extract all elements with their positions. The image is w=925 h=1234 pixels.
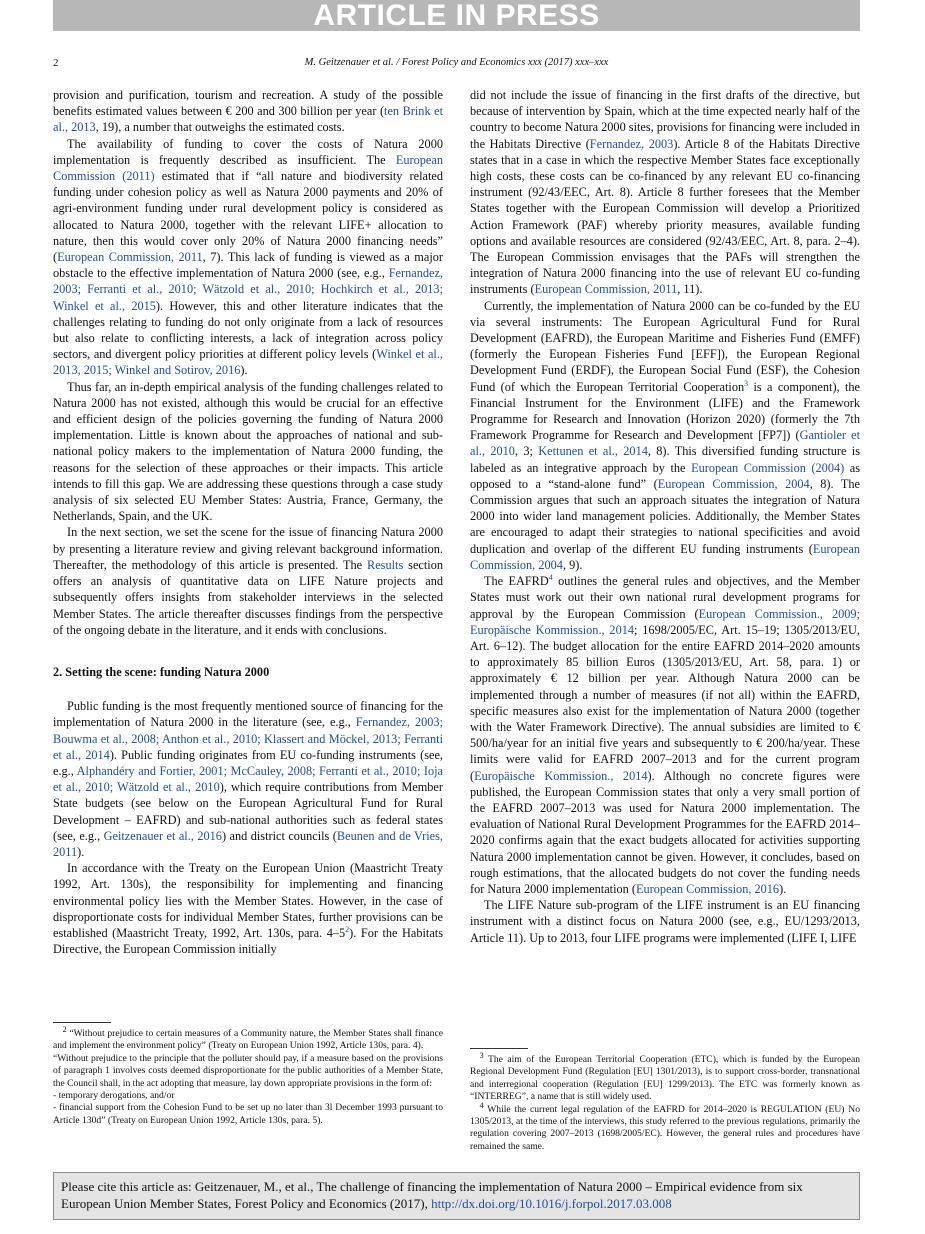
text: ). Although no concrete figures were published, the European Commission states that only a very small portion of the EAFRD 2007–2013 was used for Natura 2000 implementation. The evaluation of National Rural Development Programmes for the EAFRD 2014–2020 confirms again that the exact budgets allocated for activities supporting Natura 2000 implementation cannot be given. However, it concludes, based on rough estimations, that the allocated budgets do not cover the funding needs for Natura 2000 implementation ( <box>470 768 860 896</box>
text: section offers an analysis of quantitative data on LIFE Nature projects and subsequently offers insights from stakeholder interviews in the selected Member States. The article thereafter discusses findings from the perspective of the ongoing debate in the literature, and it ends with conclusions. <box>53 557 443 637</box>
footnote: - financial support from the Cohesion Fund to be set up no later than 3l December 1993 pursuant to Article 130d” (Treaty on European Union 1992, Article 130s, para. 5). <box>53 1102 443 1126</box>
text: ). <box>779 881 787 896</box>
text: In the next section, we set the scene for the issue of financing Natura 2000 by presenting a literature review and giving relevant background information. Thereafter, the methodology of this article is presented. The <box>53 525 443 572</box>
text: , 3; <box>514 444 539 459</box>
doi-link[interactable]: http://dx.doi.org/10.1016/j.forpol.2017.03.008 <box>431 1195 672 1211</box>
citation-link[interactable]: Alphandéry and Fortier, 2001; McCauley, 2008; Ferranti et al., 2010; Ioja et al., 2010; Wätzold et al., 2010 <box>53 763 443 795</box>
text: estimated that if “all nature and biodiversity related funding under cohesion policy as well as Natura 2000 payments and 20% of agri-environment funding under rural development policy is considered as allocated to Natura 2000, together with the relevant LIFE+ allocation to nature, then this would cover only 20% of Natura 2000 financing needs” ( <box>53 169 443 265</box>
text: , 19), a number that outweighs the estimated costs. <box>95 120 345 135</box>
footnote-link[interactable]: 2 <box>345 924 350 934</box>
paragraph: The LIFE Nature sub-program of the LIFE instrument is an EU financing instrument with a distinct focus on Natura 2000 (see, e.g., EU/1293/2013, Article 11). Up to 2013, four LIFE programs were implemented (LIFE I, LIFE <box>470 898 860 945</box>
running-head: M. Geitzenauer et al. / Forest Policy and Economics xxx (2017) xxx–xxx <box>304 57 609 68</box>
text: ). <box>77 844 85 859</box>
citation-link[interactable]: Geitzenauer et al., 2016 <box>103 828 222 843</box>
footnote-number: 4 <box>479 1100 484 1110</box>
paragraph <box>470 298 860 573</box>
text: ). However, this and other literature indicates that the challenges relating to funding do not only originate from a lack of resources but also relate to conflicting interests, a lack of integration across policy sectors, and divergent policy priorities at different policy levels ( <box>53 298 443 362</box>
paragraph <box>53 136 443 379</box>
text: provision and purification, tourism and recreation. A study of the possible benefits estimated values between € 200 and 300 billion per year ( <box>53 88 443 119</box>
citation-link[interactable]: European Commission (2011) <box>53 152 443 184</box>
text: ). For the Habitats Directive, the European Commission initially <box>53 925 443 957</box>
footnote: “Without prejudice to the principle that the polluter should pay, if a measure based on the provisions of paragraph 1 involves costs deemed disproportionate for the public authorities of a Member State, the Council shall, in the act adopting that measure, lay down appropriate provisions in the form of: <box>53 1052 443 1089</box>
footnote-link[interactable]: 4 <box>548 573 553 582</box>
article-in-press-banner: ARTICLE IN PRESS <box>53 0 860 31</box>
right-column <box>470 87 860 946</box>
page-number: 2 <box>53 57 59 69</box>
footnote-rule <box>53 1022 111 1023</box>
text: outlines the general rules and objectives, and the Member States must work out their own national rural development programs for approval by the European Commission ( <box>470 574 860 621</box>
footnote <box>470 1050 860 1104</box>
text: as opposed to a “stand-alone fund” ( <box>470 460 860 491</box>
text: ). <box>240 363 248 378</box>
text: While the current legal regulation of the EAFRD for 2014–2020 is REGULATION (EU) No 1305/2013, at the time of the interviews, this study referred to the previous regulations, primarily the regulation covering 2007–2013 (1698/2005/EC). However, the general rules and procedures have remained the same. <box>470 1103 860 1152</box>
citation-link[interactable]: Beunen and de Vries, 2011 <box>53 828 443 859</box>
footnote-number: 3 <box>479 1050 484 1060</box>
text: “Without prejudice to certain measures of a Community nature, the Member States shall finance and implement the environment policy” (Treaty on European Union 1992, Article 130s, para. 4). <box>53 1028 443 1052</box>
text: Public funding is the most frequently mentioned source of financing for the implementation of Natura 2000 in the literature (see, e.g., <box>53 699 443 730</box>
text: ), which require contributions from Member State budgets (see below on the European Agricultural Fund for Rural Development – EAFRD) and sub-national authorities such as federal states (see, e.g., <box>53 780 443 843</box>
citation-link[interactable]: Gantioler et al., 2010 <box>470 428 861 459</box>
paragraph <box>53 860 443 957</box>
footnote: - temporary derogations, and/or <box>53 1090 175 1102</box>
paragraph <box>53 524 443 637</box>
text: , 7). This lack of funding is viewed as a major obstacle to the effective implementation of Natura 2000 (see, e.g., <box>53 250 443 281</box>
text: ; 1698/2005/EC, Art. 15–19; 1305/2013/EU, Art. 6–12). The budget allocation for the entire EAFRD 2014–2020 amounts to approximately 85 billion Euros (1305/2013/EU, Art. 58, para. 1) or approximately € 12 billion per year. Although Natura 2000 can be implemented through a number of measures (if not all) within the EAFRD, specific measures also exist for the implementation of Natura 2000 (together with the Water Framework Directive). The annual subsidies are limited to € 500/ha/year for an initial five years and subsequently to € 200/ha/year. These limits were valid for EAFRD 2007–2013 and for the current program ( <box>470 622 860 783</box>
text: ). Article 8 of the Habitats Directive states that in a case in which the respective Member States face exceptionally high costs, these costs can be co-financed by any relevant EU co-financing instrument (92/43/EEC, Art. 8). Article 8 further foresees that the Member States together with the European Commission will develop a Prioritized Action Framework (PAF) whereby priority measures, available funding options and available resources are considered (92/43/EEC, Art. 8, para. 2–4). The European Commission envisages that the PAFs will strengthen the integration of Natura 2000 financing into the use of relevant EU co-funding instruments ( <box>470 136 860 297</box>
paragraph: Thus far, an in-depth empirical analysis of the funding challenges related to Natura 2000 has not existed, although this would be crucial for an effective and efficient design of the policies governing the funding of Natura 2000 implementation. Little is known about the approaches of national and sub-national policy makers to the implementation of Natura 2000 funding, the reasons for the selection of these approaches or their impacts. This article intends to fill this gap. We are addressing these questions through a case study analysis of six selected EU Member States: Austria, France, Germany, the Netherlands, Spain, and the UK. <box>53 379 443 524</box>
text: Currently, the implementation of Natura 2000 can be co-funded by the EU via several instruments: The European Agricultural Fund for Rural Development (EAFRD), the European Maritime and Fisheries Fund (EMFF) (formerly the European Fisheries Fund [EFF]), the European Regional Development Fund (ERDF), the European Social Fund (ESF), the Cohesion Fund (of which the European Territorial Cooperation <box>470 298 860 394</box>
citation-link[interactable]: ten Brink et al., 2013 <box>53 104 443 135</box>
citation-link[interactable]: Kettunen et al., 2014 <box>538 444 648 459</box>
paragraph <box>470 87 860 298</box>
text: The EAFRD <box>484 574 549 589</box>
text: The availability of funding to cover the costs of Natura 2000 implementation is frequently described as insufficient. The <box>53 136 443 167</box>
citation-link[interactable]: European Commission, 2004 <box>657 476 810 491</box>
text: ). Public funding originates from EU co-funding instruments (see, e.g., <box>53 747 443 778</box>
footnotes-left <box>53 1022 443 1127</box>
citation-link[interactable]: European Commission, 2011 <box>534 282 678 297</box>
text: , 8). This diversified funding structure is labeled as an integrative approach by the <box>470 444 860 475</box>
left-column <box>53 87 443 957</box>
citation-link[interactable]: European Commission, 2016 <box>635 881 780 896</box>
text: is a component), the Financial Instrument for the Environment (LIFE) and the Framework Programme for Research and Innovation (Horizon 2020) (formerly the 7th Framework Programme for Research and Development [FP7]) ( <box>470 379 860 443</box>
citation-link[interactable]: European Commission., 2009; Europäische Kommission., 2014 <box>470 606 860 637</box>
footnote-number: 2 <box>62 1024 67 1034</box>
text: The aim of the European Territorial Cooperation (ETC), which is funded by the European Regional Development Fund (Regulation [EU] 1301/2013), is to support cross-border, transnational and interregional cooperation (Regulation [EU] 1299/2013). The ETC was formerly known as “INTERREG”, a name that is still widely used. <box>470 1054 860 1103</box>
footnotes-right <box>470 1048 860 1153</box>
citation-link[interactable]: Fernandez, 2003; Ferranti et al., 2010; Wätzold et al., 2010; Hochkirch et al., 2013; Winkel et al., 2015 <box>53 266 443 313</box>
citation-link[interactable]: Fernandez, 2003; Bouwma et al., 2008; Anthon et al., 2010; Klassert and Möckel, 2013; Ferranti et al., 2014 <box>53 715 444 762</box>
section-heading: 2. Setting the scene: funding Natura 2000 <box>53 664 270 679</box>
citation-link[interactable]: European Commission (2004) <box>691 460 845 475</box>
text: did not include the issue of financing in the first drafts of the directive, but because of intervention by Spain, which at the time expected nearly half of the country to become Natura 2000 sites, provisions for financing were included in the Habitats Directive ( <box>470 88 860 151</box>
footnote-rule <box>470 1048 528 1049</box>
text: , 8). The Commission argues that such an approach situates the integration of Natura 2000 into wider land management policies. Additionally, the Member States are encouraged to adapt their strategies to national specificities and avoid duplication and overlap of the different EU funding instruments ( <box>470 476 860 556</box>
citation-link[interactable]: European Commission, 2011 <box>57 250 203 265</box>
paragraph <box>53 698 443 860</box>
text: In accordance with the Treaty on the European Union (Maastricht Treaty 1992, Art. 130s), the responsibility for implementing and financing environmental policy lies with the Member States. However, in the case of disproportionate costs for individual Member States, further provisions can be established (Maastricht Treaty, 1992, Art. 130s, para. 4–5 <box>53 861 443 940</box>
text: ) and district councils ( <box>221 828 337 843</box>
citation-text: Please cite this article as: Geitzenauer, M., et al., The challenge of financing the implementation of Natura 2000 – Empirical evidence from six European Union Member States, Forest Policy and Economics (2017), <box>61 1179 803 1211</box>
citation-link[interactable]: Winkel et al., 2013, 2015; Winkel and Sotirov, 2016 <box>53 347 443 378</box>
text: , 9). <box>562 557 583 572</box>
citation-box <box>53 1172 860 1220</box>
footnote <box>470 1100 860 1154</box>
footnote <box>53 1024 443 1053</box>
section-link[interactable]: Results <box>367 557 404 572</box>
paragraph <box>53 87 443 136</box>
citation-link[interactable]: Europäische Kommission., 2014 <box>474 768 648 783</box>
citation-link[interactable]: European Commission, 2004 <box>470 541 860 572</box>
paragraph <box>470 573 860 897</box>
footnote-link[interactable]: 3 <box>744 378 749 388</box>
citation-link[interactable]: Fernandez, 2003 <box>589 136 674 151</box>
text: , 11). <box>677 282 703 297</box>
